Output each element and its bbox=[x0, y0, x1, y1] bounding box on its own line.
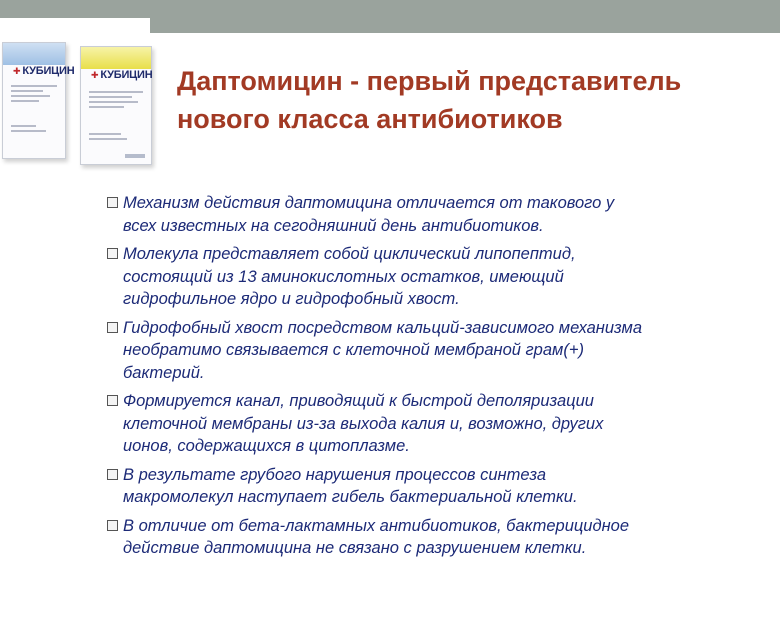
product-box-front bbox=[80, 46, 152, 165]
bullet-item: В результате грубого нарушения процессов синтеза макромолекул наступает гибель бактериальной клетки. bbox=[105, 464, 765, 509]
bullet-box-icon bbox=[107, 469, 118, 480]
bullet-item: Молекула представляет собой циклический липопептид, состоящий из 13 аминокислотных остатков, имеющий гидрофильное ядро и гидрофобный хвост. bbox=[105, 243, 765, 311]
bullet-box-icon bbox=[107, 395, 118, 406]
title-line: Даптомицин - первый представитель bbox=[177, 66, 682, 96]
bullet-box-icon bbox=[107, 322, 118, 333]
product-photo bbox=[0, 18, 153, 165]
title-line: нового класса антибиотиков bbox=[177, 104, 563, 134]
bullet-item: Механизм действия даптомицина отличается от такового у всех известных на сегодняшний день антибиотиков. bbox=[105, 192, 765, 237]
bullet-item: В отличие от бета-лактамных антибиотиков, бактерицидное действие даптомицина не связано с разрушением клетки. bbox=[105, 515, 765, 560]
bullet-box-icon bbox=[107, 197, 118, 208]
bullet-box-icon bbox=[107, 520, 118, 531]
product-box-back bbox=[2, 42, 75, 159]
bullet-item: Гидрофобный хвост посредством кальций-зависимого механизма необратимо связывается с клеточной мембраной грам(+) бактерий. bbox=[105, 317, 765, 385]
box-brand-label: ✚ КУБИЦИН bbox=[13, 65, 75, 77]
slide-title bbox=[177, 62, 777, 138]
bullet-box-icon bbox=[107, 248, 118, 259]
box-brand-label: ✚ КУБИЦИН bbox=[91, 69, 153, 81]
bullet-list bbox=[105, 192, 765, 566]
bullet-item: Формируется канал, приводящий к быстрой деполяризации клеточной мембраны из-за выхода калия и, возможно, других ионов, содержащихся в цитоплазме. bbox=[105, 390, 765, 458]
